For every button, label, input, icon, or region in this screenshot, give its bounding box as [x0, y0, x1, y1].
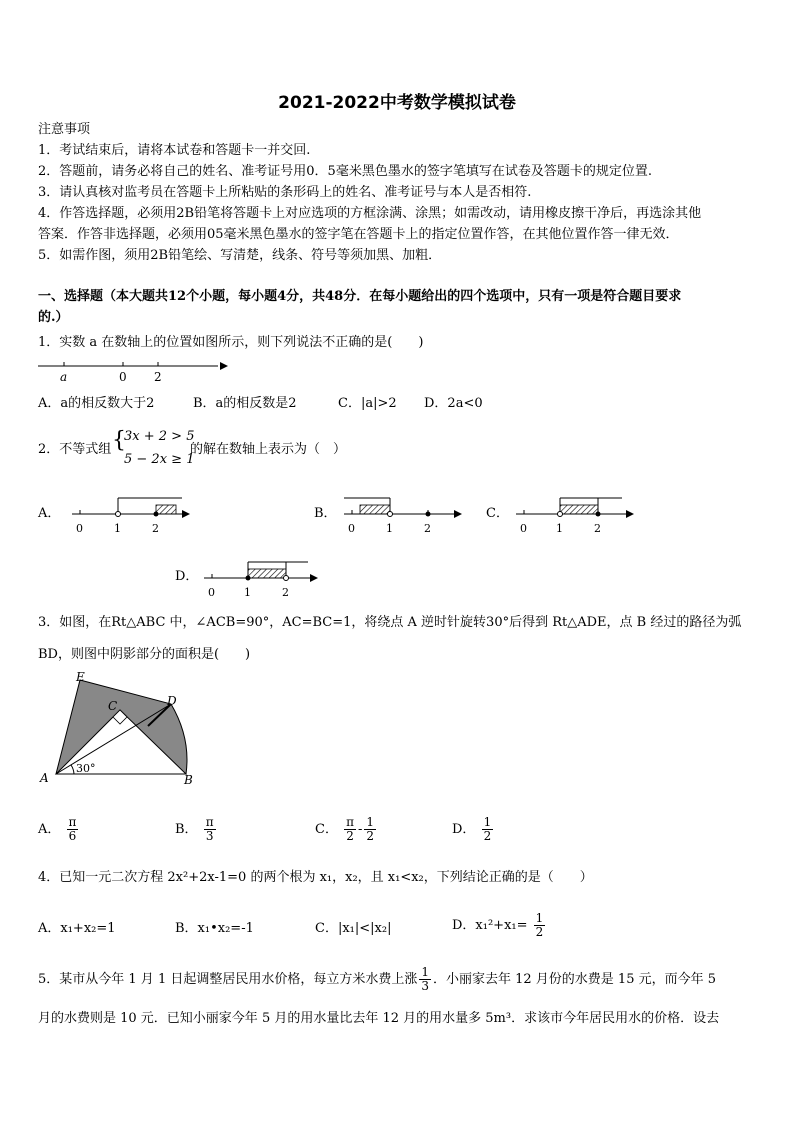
- denominator: 2: [483, 829, 492, 843]
- q3-stem-line2: BD，则图中阴影部分的面积是( ): [38, 647, 251, 662]
- q1-label-0: 0: [119, 370, 127, 384]
- label-a: A: [40, 771, 49, 785]
- label-c: C: [108, 699, 118, 713]
- tick-1: 1: [244, 586, 251, 599]
- section-heading-cont: 的.）: [38, 310, 69, 325]
- q3-option-d: [452, 816, 495, 843]
- q4-option-b: B．x₁•x₂=-1: [175, 921, 254, 936]
- q5-text-post: ．小丽家去年 12 月份的水费是 15 元，而今年 5: [432, 972, 717, 987]
- q1-option-d: D．2a<0: [424, 396, 483, 411]
- q4-option-a: A．x₁+x₂=1: [38, 921, 116, 936]
- q3-option-a: [38, 816, 80, 843]
- option-d-text: D．x₁²+x₁=: [452, 918, 528, 933]
- option-letter: A．: [38, 822, 61, 837]
- q2-stem-post: 的解在数轴上表示为（ ）: [190, 442, 347, 457]
- option-letter: D．: [452, 822, 476, 837]
- q1-option-c: C．|a|>2: [338, 396, 397, 411]
- q3-option-c: [315, 816, 378, 843]
- q2-ineq-1: 3x + 2 > 5: [124, 429, 195, 444]
- option-letter: B．: [175, 822, 198, 837]
- numerator: π: [68, 815, 77, 829]
- q1-option-b: B．a的相反数是2: [193, 396, 297, 411]
- q2-stem-pre: 2．不等式组: [38, 442, 112, 457]
- fraction: [204, 816, 216, 843]
- denominator: 3: [205, 829, 214, 843]
- q4-option-c: C．|x₁|<|x₂|: [315, 921, 392, 936]
- label-angle: 30°: [76, 762, 96, 775]
- numerator: π: [346, 815, 354, 829]
- fraction: [364, 816, 376, 843]
- fraction: [344, 816, 356, 843]
- tick-2: 2: [152, 522, 159, 535]
- q2-option-d-letter: D．: [175, 569, 199, 584]
- tick-2: 2: [594, 522, 601, 535]
- label-e: E: [76, 670, 85, 684]
- q3-option-b: [175, 816, 218, 843]
- tick-0: 0: [348, 522, 355, 535]
- denominator: 3: [421, 979, 429, 993]
- q2-option-c-graph: [510, 494, 640, 538]
- q2-option-b-graph: [338, 494, 468, 538]
- label-b: B: [184, 773, 193, 787]
- numerator: 1: [483, 815, 492, 829]
- q2-option-d-graph: [198, 558, 328, 602]
- fraction: [67, 816, 79, 843]
- q4-option-d: [452, 912, 547, 939]
- q2-option-a-letter: A．: [38, 506, 61, 521]
- q1-stem: 1．实数 a 在数轴上的位置如图所示，则下列说法不正确的是( ): [38, 335, 424, 350]
- fraction: [534, 912, 546, 939]
- tick-1: 1: [556, 522, 563, 535]
- q2-ineq-2: 5 − 2x ≥ 1: [124, 452, 195, 467]
- q2-brace: {: [112, 428, 126, 453]
- section-heading: 一、选择题（本大题共12个小题，每小题4分，共48分．在每小题给出的四个选项中，只有一项是符合题目要求: [38, 289, 682, 304]
- q1-number-line: [36, 356, 236, 386]
- notice-item: 1．考试结束后，请将本试卷和答题卡一并交回.: [38, 143, 311, 158]
- tick-0: 0: [208, 586, 215, 599]
- q3-figure: [36, 668, 206, 788]
- numerator: 1: [535, 911, 544, 925]
- notice-item: 答案．作答非选择题，必须用05毫米黑色墨水的签字笔在答题卡上的指定位置作答，在其他位置作答一律无效．: [38, 227, 679, 242]
- numerator: 1: [366, 815, 375, 829]
- q2-option-b-letter: B．: [314, 506, 337, 521]
- q1-label-2: 2: [154, 370, 162, 384]
- tick-2: 2: [282, 586, 289, 599]
- fraction: [482, 816, 494, 843]
- label-d: D: [167, 694, 177, 708]
- notice-item: 2．答题前，请务必将自己的姓名、准考证号用0．5毫米黑色墨水的签字笔填写在试卷及答题卡的规定位置.: [38, 164, 652, 179]
- tick-1: 1: [114, 522, 121, 535]
- q5-text-pre: 5．某市从今年 1 月 1 日起调整居民用水价格，每立方米水费上涨: [38, 972, 418, 987]
- tick-0: 0: [520, 522, 527, 535]
- q3-stem-line1: 3．如图，在Rt△ABC 中，∠ACB=90°，AC=BC=1，将绕点 A 逆时针旋转30°后得到 Rt△ADE，点 B 经过的路径为弧: [38, 615, 742, 630]
- minus-sign: -: [357, 822, 363, 837]
- notice-item: 4．作答选择题，必须用2B铅笔将答题卡上对应选项的方框涂满、涂黑；如需改动，请用橡皮擦干净后，再选涂其他: [38, 206, 702, 221]
- denominator: 2: [366, 829, 375, 843]
- numerator: 1: [421, 965, 429, 979]
- fraction: [419, 966, 431, 993]
- q5-line1: [38, 966, 716, 993]
- q1-option-a: A．a的相反数大于2: [38, 396, 155, 411]
- denominator: 2: [535, 925, 544, 939]
- option-letter: C．: [315, 822, 338, 837]
- tick-0: 0: [76, 522, 83, 535]
- q2-option-a-graph: [66, 494, 196, 538]
- q5-line2: 月的水费则是 10 元．已知小丽家今年 5 月的用水量比去年 12 月的用水量多 5m³．求该市今年居民用水的价格．设去: [38, 1011, 720, 1026]
- denominator: 2: [346, 829, 354, 843]
- numerator: π: [205, 815, 214, 829]
- q4-stem: 4．已知一元二次方程 2x²+2x-1=0 的两个根为 x₁，x₂，且 x₁<x₂，下列结论正确的是（ ）: [38, 870, 593, 885]
- q2-option-c-letter: C．: [486, 506, 509, 521]
- notice-item: 3．请认真核对监考员在答题卡上所粘贴的条形码上的姓名、准考证号与本人是否相符.: [38, 185, 532, 200]
- page-title: 2021-2022中考数学模拟试卷: [278, 93, 516, 113]
- notice-item: 5．如需作图，须用2B铅笔绘、写清楚，线条、符号等须加黑、加粗．: [38, 248, 442, 263]
- denominator: 6: [68, 829, 77, 843]
- q1-label-a: a: [60, 370, 68, 384]
- tick-2: 2: [424, 522, 431, 535]
- notice-heading: 注意事项: [38, 122, 91, 137]
- tick-1: 1: [386, 522, 393, 535]
